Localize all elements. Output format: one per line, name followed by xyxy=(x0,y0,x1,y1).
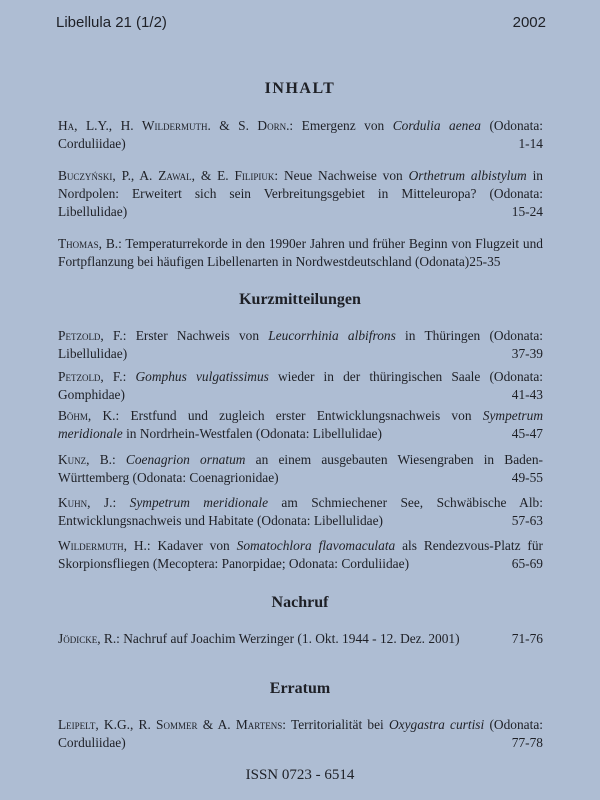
entry-authors: Kuhn, J.: xyxy=(58,495,117,510)
section-title-inhalt: INHALT xyxy=(264,80,336,97)
entry-species: Sympetrum meridionale xyxy=(129,495,269,510)
section-title-erratum: Erratum xyxy=(269,680,331,697)
entry-authors: Leipelt, K.G., R. Sommer & A. Martens: xyxy=(58,717,286,732)
entry-species: Somatochlora flavomaculata xyxy=(236,538,396,553)
entry-title-post: an einem ausgebauten Wiesengraben in Baden-Württemberg (Odonata: Coenagrionidae) xyxy=(58,452,543,485)
toc-entry xyxy=(58,167,543,221)
entry-species: Gomphus vulgatissimus xyxy=(135,369,269,384)
entry-authors: Jödicke, R.: xyxy=(58,631,120,646)
entry-species: Oxygastra curtisi xyxy=(388,717,485,732)
entry-title-pre: Erster Nachweis von xyxy=(126,328,269,343)
toc-entry xyxy=(58,630,543,648)
journal-issue: Libellula 21 (1/2) xyxy=(56,14,167,31)
issn-number: ISSN 0723 - 6514 xyxy=(245,767,355,783)
toc-entry xyxy=(58,117,543,153)
entry-pages: 45-47 xyxy=(511,426,543,441)
entry-pages: 65-69 xyxy=(511,556,543,571)
entry-title-post: (Odonata: Corduliidae) xyxy=(58,118,544,151)
entry-authors: Petzold, F.: xyxy=(58,328,127,343)
entry-authors: Petzold, F.: xyxy=(58,369,127,384)
entry-pages: 71-76 xyxy=(511,631,543,646)
toc-entry xyxy=(58,716,543,752)
entry-title-pre: Emergenz von xyxy=(293,118,393,133)
entry-pages: 41-43 xyxy=(511,387,543,402)
page-header xyxy=(56,14,546,31)
entry-pages: 25-35 xyxy=(469,254,501,269)
entry-title-pre xyxy=(126,369,135,384)
entry-title-post: (Odonata: Corduliidae) xyxy=(58,717,544,750)
entry-species: Leucorrhinia albifrons xyxy=(268,328,396,343)
entry-species: Sympetrum meridionale xyxy=(58,408,544,441)
entry-title-pre: Territorialität bei xyxy=(285,717,389,732)
entry-authors: Thomas, B.: xyxy=(58,236,122,251)
entry-title-post: als Rendezvous-Platz für Skorpionsfliegen (Mecoptera: Panorpidae; Odonata: Corduliidae) xyxy=(58,538,543,571)
toc-entry xyxy=(58,494,543,530)
entry-pages: 49-55 xyxy=(511,470,543,485)
entry-species: Orthetrum albistylum xyxy=(408,168,527,183)
entry-title-post: in Thüringen (Odonata: Libellulidae) xyxy=(58,328,544,361)
toc-entry xyxy=(58,451,543,487)
toc-entry xyxy=(58,407,543,443)
entry-species: Cordulia aenea xyxy=(392,118,481,133)
toc-entry xyxy=(58,368,543,404)
entry-title-post: am Schmiechener See, Schwäbische Alb: Entwicklungsnachweis und Habitate (Odonata: Libellulidae) xyxy=(58,495,543,528)
toc-entry xyxy=(58,327,543,363)
entry-title-post: in Nordrhein-Westfalen (Odonata: Libellulidae) xyxy=(122,426,382,441)
entry-title-pre: Neue Nachweise von xyxy=(278,168,409,183)
entry-authors: Wildermuth, H.: xyxy=(58,538,151,553)
section-title-kurzmitteilungen: Kurzmitteilungen xyxy=(239,291,361,308)
entry-title-pre: Kadaver von xyxy=(150,538,237,553)
entry-title-pre: Nachruf auf Joachim Werzinger (1. Okt. 1944 - 12. Dez. 2001) xyxy=(119,631,460,646)
section-title-nachruf: Nachruf xyxy=(271,594,329,611)
entry-pages: 57-63 xyxy=(511,513,543,528)
entry-pages: 1-14 xyxy=(518,136,543,151)
toc-entry xyxy=(58,235,543,271)
entry-title-post: in Nordpolen: Erweitert sich sein Verbreitungsgebiet in Mitteleuropa? (Odonata: Libellulidae) xyxy=(58,168,543,219)
publication-year: 2002 xyxy=(512,14,546,31)
toc-entry xyxy=(58,537,543,573)
entry-title-pre: Erstfund und zugleich erster Entwicklungsnachweis von xyxy=(119,408,483,423)
entry-authors: Ha, L.Y., H. Wildermuth. & S. Dorn.: xyxy=(58,118,294,133)
entry-title-pre xyxy=(116,495,129,510)
entry-authors: Kunz, B.: xyxy=(58,452,116,467)
entry-pages: 77-78 xyxy=(511,735,543,750)
entry-title-post: wieder in der thüringischen Saale (Odonata: Gomphidae) xyxy=(58,369,544,402)
entry-pages: 15-24 xyxy=(511,204,543,219)
entry-pages: 37-39 xyxy=(511,346,543,361)
entry-title-pre xyxy=(116,452,126,467)
entry-authors: Buczyński, P., A. Zawal, & E. Filipiuk: xyxy=(58,168,279,183)
entry-species: Coenagrion ornatum xyxy=(125,452,246,467)
entry-title-pre: Temperaturrekorde in den 1990er Jahren und früher Beginn von Flugzeit und Fortpflanzung bei häufigen Libellenarten in Nordwestdeutschland (Odonata) xyxy=(58,236,543,269)
entry-authors: Böhm, K.: xyxy=(58,408,120,423)
